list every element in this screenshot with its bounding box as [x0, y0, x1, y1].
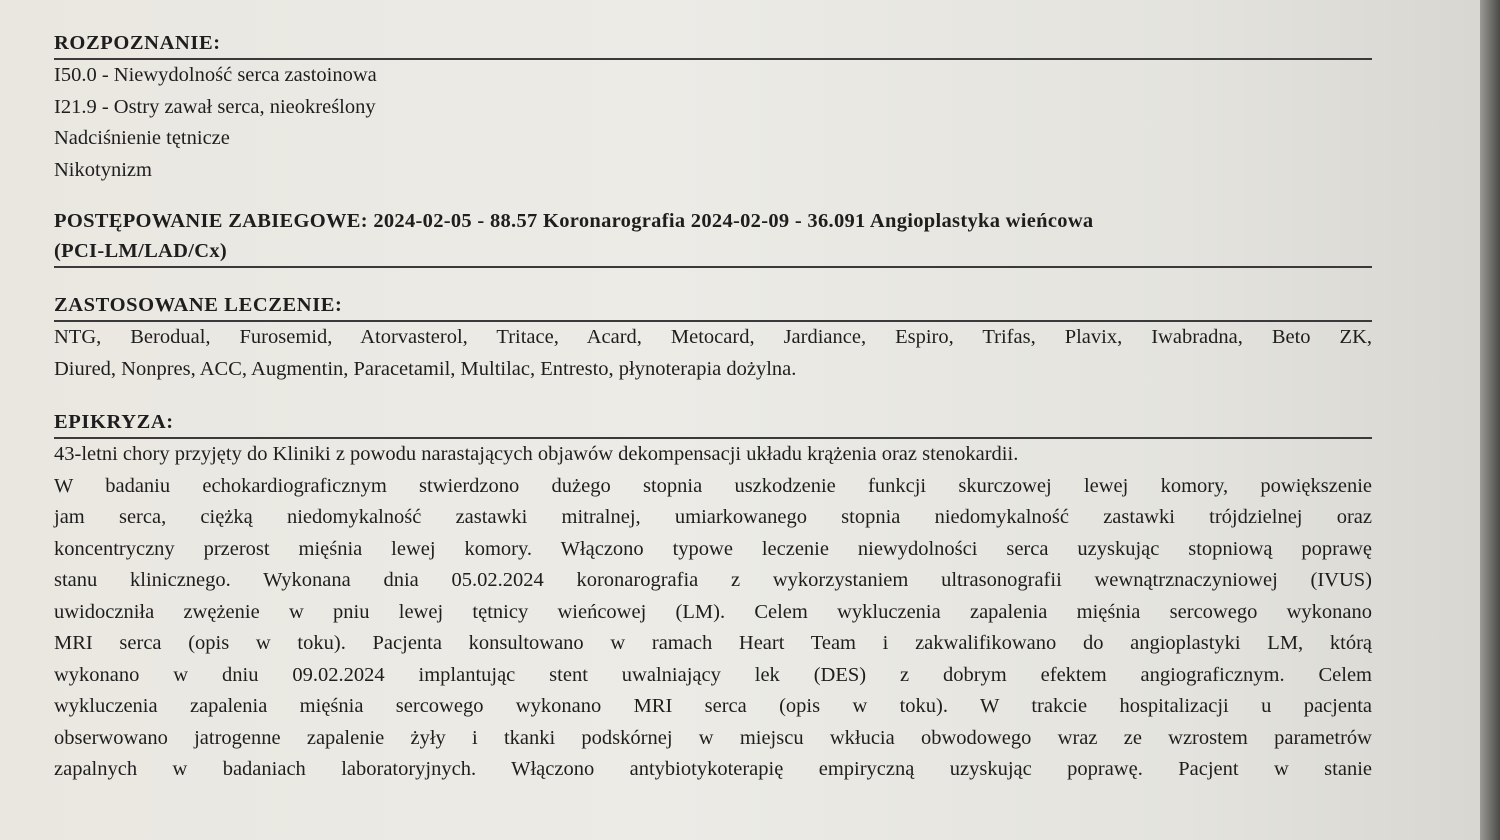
diagnosis-item: Nadciśnienie tętnicze: [54, 127, 230, 149]
page-edge-shadow: [1480, 0, 1500, 840]
treatment-line: NTG, Berodual, Furosemid, Atorvasterol, Tritace, Acard, Metocard, Jardiance, Espiro, Trifas, Plavix, Iwabradna, Beto ZK,: [54, 326, 1372, 348]
document-content: [54, 28, 1372, 806]
procedures-section: [54, 206, 1372, 268]
epicrisis-line: jam serca, ciężką niedomykalność zastawki mitralnej, umiarkowanego stopnia niedomykalność zastawki trójdzielnej oraz: [54, 506, 1372, 528]
epicrisis-line: uwidoczniła zwężenie w pniu lewej tętnicy wieńcowej (LM). Celem wykluczenia zapalenia mięśnia sercowego wykonano: [54, 600, 1372, 623]
epicrisis-line: koncentryczny przerost mięśnia lewej komory. Włączono typowe leczenie niewydolności serca uzyskując stopniową poprawę: [54, 537, 1372, 560]
treatment-heading: ZASTOSOWANE LECZENIE:: [54, 290, 1372, 322]
procedures-heading: [54, 206, 1372, 268]
diagnosis-item: Nikotynizm: [54, 158, 152, 181]
treatment-line: Diured, Nonpres, ACC, Augmentin, Paracetamil, Multilac, Entresto, płynoterapia dożylna.: [54, 357, 797, 380]
diagnosis-section: [54, 28, 1372, 186]
epicrisis-line: zapalnych w badaniach laboratoryjnych. Włączono antybiotykoterapię empiryczną uzyskując poprawę. Pacjent w stanie: [54, 758, 1372, 780]
epicrisis-line: W badaniu echokardiograficznym stwierdzono dużego stopnia uszkodzenie funkcji skurczowej lewej komory, powiększenie: [54, 474, 1372, 497]
epicrisis-line: 43-letni chory przyjęty do Kliniki z powodu narastających objawów dekompensacji układu krążenia oraz stenokardii.: [54, 443, 1019, 465]
treatment-section: [54, 290, 1372, 385]
diagnosis-heading: ROZPOZNANIE:: [54, 28, 1372, 60]
epicrisis-line: wykonano w dniu 09.02.2024 implantując stent uwalniający lek (DES) z dobrym efektem angiograficznym. Celem: [54, 663, 1372, 686]
epicrisis-line: MRI serca (opis w toku). Pacjenta konsultowano w ramach Heart Team i zakwalifikowano do angioplastyki LM, którą: [54, 632, 1372, 654]
epicrisis-line: stanu klinicznego. Wykonana dnia 05.02.2024 koronarografia z wykorzystaniem ultrasonografii wewnątrznaczyniowej (IVUS): [54, 569, 1372, 591]
diagnosis-item: I21.9 - Ostry zawał serca, nieokreślony: [54, 95, 376, 118]
epicrisis-line: obserwowano jatrogenne zapalenie żyły i tkanki podskórnej w miejscu wkłucia obwodowego wraz ze wzrostem parametrów: [54, 726, 1372, 749]
procedures-line: (PCI-LM/LAD/Cx): [54, 240, 228, 262]
epicrisis-line: wykluczenia zapalenia mięśnia sercowego wykonano MRI serca (opis w toku). W trakcie hospitalizacji u pacjenta: [54, 695, 1372, 717]
procedures-line: POSTĘPOWANIE ZABIEGOWE: 2024-02-05 - 88.57 Koronarografia 2024-02-09 - 36.091 Angioplastyka wieńcowa: [54, 210, 1094, 232]
epicrisis-heading: EPIKRYZA:: [54, 407, 1372, 439]
epicrisis-section: [54, 407, 1372, 786]
diagnosis-item: I50.0 - Niewydolność serca zastoinowa: [54, 64, 377, 86]
